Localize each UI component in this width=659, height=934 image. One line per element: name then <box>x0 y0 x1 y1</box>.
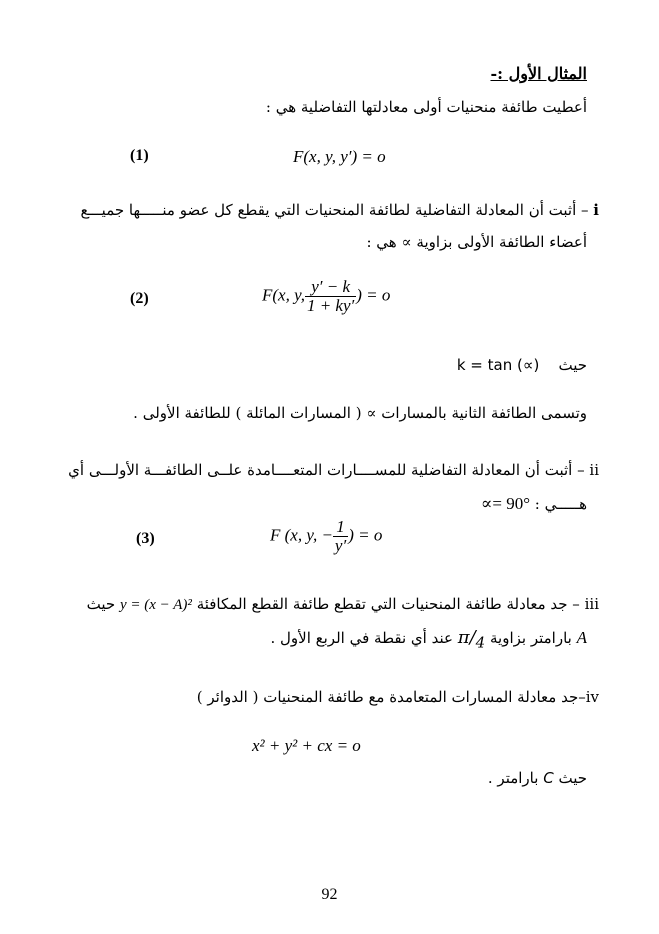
item-ii-line1 <box>59 461 599 479</box>
intro-text: أعطيت طائفة منحنيات أولى معادلتها التفاضلية هي : <box>265 98 587 116</box>
equation-2-denominator: 1 + ky′ <box>306 296 355 315</box>
where-k-label: حيث <box>558 356 587 374</box>
item-iii-location-text: عند أي نقطة في الربع الأول . <box>270 629 453 647</box>
equation-3-numerator: 1 <box>333 518 348 537</box>
item-iv-line1: iv–جد معادلة المسارات المتعامدة مع طائفة المنحنيات ( الدوائر ) <box>196 688 599 706</box>
item-iii-angle-num: π <box>457 627 470 648</box>
item-iii-angle: $\pi/_4$ <box>457 627 486 652</box>
item-ii-colon-text: : هـــــي <box>534 495 587 513</box>
item-i-line2: أعضاء الطائفة الأولى بزاوية ∝ هي : <box>366 233 587 251</box>
equation-3 <box>270 518 382 555</box>
circle-equation: x² + y² + cx = o <box>252 736 361 755</box>
where-k-expr: k = tan (∝) <box>456 356 540 374</box>
equation-2-suffix: ) = o <box>356 285 391 305</box>
item-iii-line2 <box>270 627 587 652</box>
item-iii-where: حيث <box>86 595 116 613</box>
example-title: المثال الأول :- <box>490 64 587 83</box>
equation-2-prefix: F(x, y, <box>262 285 305 305</box>
item-iii-line1 <box>87 595 599 614</box>
item-iii-angle-text: بارامتر بزاوية <box>489 629 572 647</box>
item-iv-text: جد معادلة المسارات المتعامدة مع طائفة المنحنيات ( الدوائر ) <box>196 688 579 706</box>
where-k-line <box>457 356 587 374</box>
item-i-text: – أثبت أن المعادلة التفاضلية لطائفة المنحنيات التي يقطع كل عضو منـــــها جميـــع <box>80 201 589 219</box>
equation-1: F(x, y, y′) = o <box>293 147 386 166</box>
equation-3-prefix: F (x, y, − <box>270 525 333 545</box>
item-ii-marker: ii <box>589 461 599 479</box>
naming-text: وتسمى الطائفة الثانية بالمسارات ∝ ( المسارات المائلة ) للطائفة الأولى . <box>133 404 587 422</box>
equation-2-number: (2) <box>130 290 149 307</box>
item-ii-line2 <box>481 494 587 514</box>
equation-3-denominator: y′ <box>334 536 347 555</box>
item-i-marker: i <box>593 201 599 219</box>
item-ii-text: – أثبت أن المعادلة التفاضلية للمســــارات المتعــــامدة علــى الطائفـــة الأولـــى أي <box>68 461 585 479</box>
page-number: 92 <box>321 886 338 903</box>
item-i-line1 <box>59 201 599 219</box>
item-iii-parabola: y = (x − A)² <box>119 597 192 613</box>
equation-1-number: (1) <box>130 147 149 164</box>
item-ii-math: ∝= 90° <box>480 494 530 513</box>
equation-2 <box>262 278 390 315</box>
where-c-label: حيث <box>558 769 587 787</box>
equation-3-fraction <box>333 518 348 555</box>
item-iii-marker: iii <box>584 595 599 613</box>
equation-3-number: (3) <box>136 530 155 547</box>
item-iii-param: A <box>576 628 587 647</box>
item-iii-angle-den: 4 <box>475 633 486 652</box>
where-c-line <box>488 769 587 787</box>
where-c-rest: بارامتر . <box>487 769 539 787</box>
where-c-param: C <box>543 769 554 787</box>
equation-2-fraction <box>305 278 356 315</box>
equation-2-numerator: y′ − k <box>305 278 356 297</box>
item-iv-marker: iv <box>585 688 599 706</box>
equation-3-suffix: ) = o <box>348 525 383 545</box>
item-iii-text: – جد معادلة طائفة المنحنيات التي تقطع طائفة القطع المكافئة <box>196 595 580 613</box>
